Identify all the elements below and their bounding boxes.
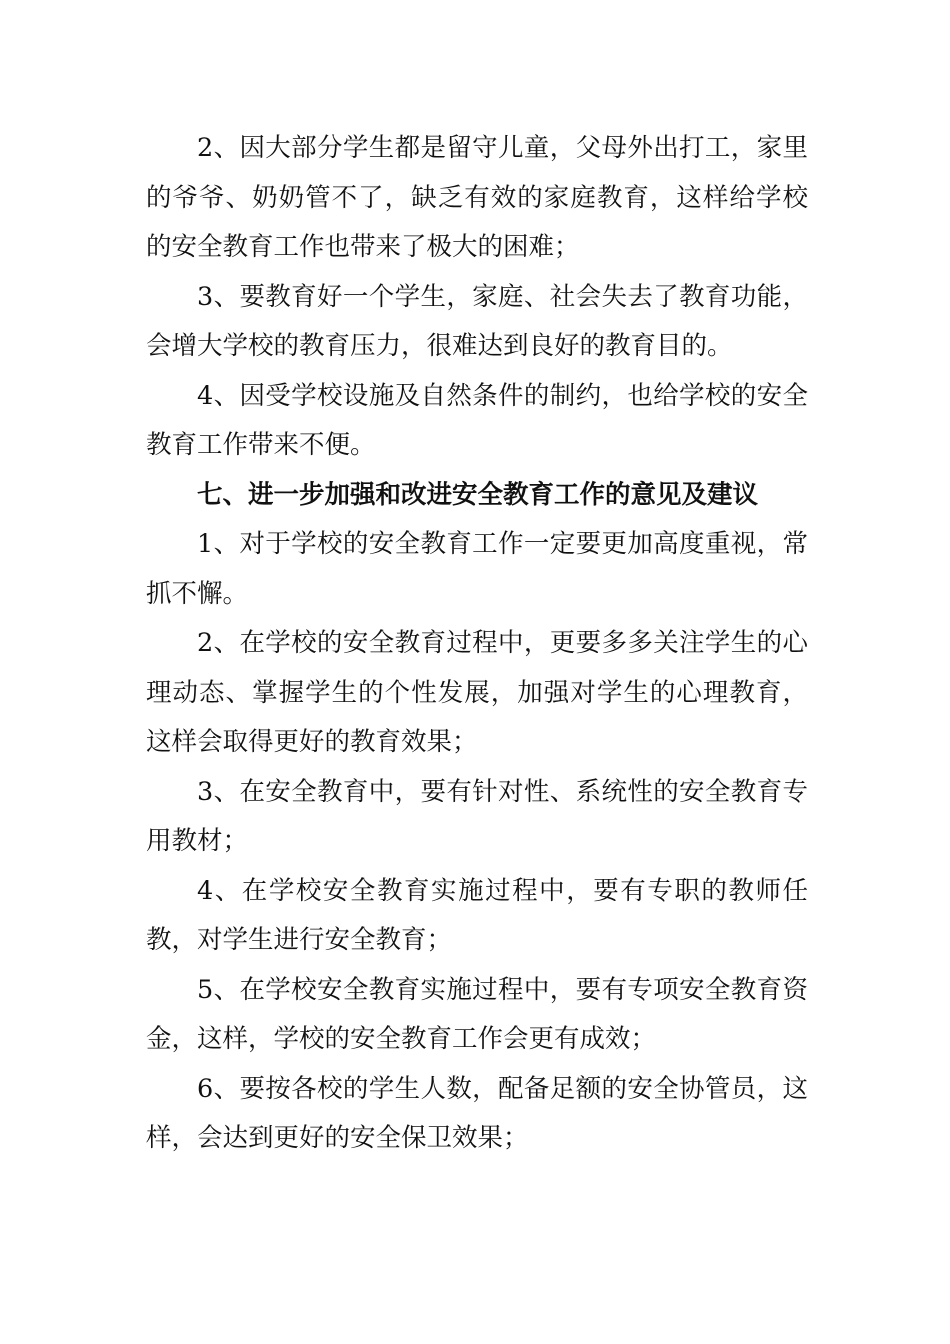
suggestion-5: 5、在学校安全教育实施过程中，要有专项安全教育资金，这样，学校的安全教育工作会更有成效；	[146, 974, 808, 1054]
section-heading: 七、进一步加强和改进安全教育工作的意见及建议	[197, 479, 759, 510]
suggestion-6: 6、要按各校的学生人数，配备足额的安全协管员，这样，会达到更好的安全保卫效果；	[146, 1073, 808, 1153]
suggestion-1: 1、对于学校的安全教育工作一定要更加高度重视，常抓不懈。	[146, 529, 808, 609]
paragraph-difficulty-4: 4、因受学校设施及自然条件的制约，也给学校的安全教育工作带来不便。	[146, 380, 808, 460]
document-body	[146, 124, 808, 1164]
suggestion-2: 2、在学校的安全教育过程中，更要多多关注学生的心理动态、掌握学生的个性发展，加强对学生的心理教育，这样会取得更好的教育效果；	[146, 628, 808, 757]
paragraph-difficulty-3: 3、要教育好一个学生，家庭、社会失去了教育功能，会增大学校的教育压力，很难达到良好的教育目的。	[146, 281, 808, 361]
suggestion-4: 4、在学校安全教育实施过程中，要有专职的教师任教，对学生进行安全教育；	[146, 875, 808, 955]
suggestion-3: 3、在安全教育中，要有针对性、系统性的安全教育专用教材；	[146, 776, 808, 856]
paragraph-difficulty-2: 2、因大部分学生都是留守儿童，父母外出打工，家里的爷爷、奶奶管不了，缺乏有效的家庭教育，这样给学校的安全教育工作也带来了极大的困难；	[146, 133, 808, 262]
